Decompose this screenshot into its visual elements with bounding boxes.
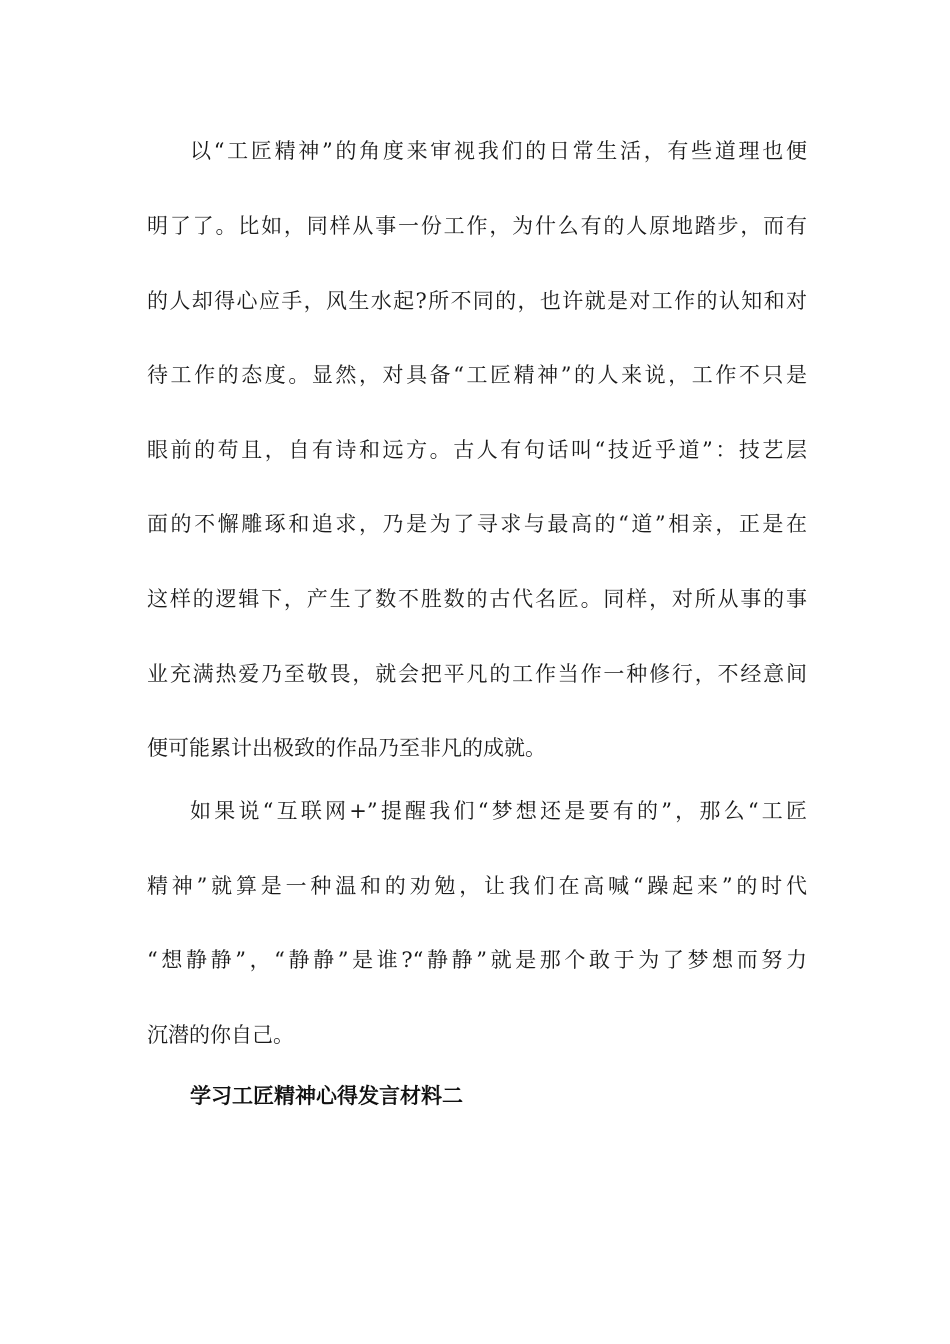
paragraph2-line-1: 如果说“互联网+”提醒我们“梦想还是要有的”，那么“工匠 bbox=[190, 799, 807, 823]
paragraph2-line-4: 沉潜的你自己。 bbox=[147, 1023, 294, 1047]
paragraph1-line-4: 待工作的态度。显然，对具备“工匠精神”的人来说，工作不只是 bbox=[147, 363, 807, 387]
paragraph1-line-5: 眼前的苟且，自有诗和远方。古人有句话叫“技近乎道”：技艺层 bbox=[147, 438, 807, 462]
paragraph1-line-3: 的人却得心应手，风生水起?所不同的，也许就是对工作的认知和对 bbox=[147, 289, 807, 313]
paragraph2-line-3: “想静静”，“静静”是谁?“静静”就是那个敢于为了梦想而努力 bbox=[147, 948, 807, 972]
paragraph1-line-2: 明了了。比如，同样从事一份工作，为什么有的人原地踏步，而有 bbox=[147, 214, 807, 238]
section-heading: 学习工匠精神心得发言材料二 bbox=[190, 1084, 463, 1108]
paragraph1-line-8: 业充满热爱乃至敬畏，就会把平凡的工作当作一种修行，不经意间 bbox=[147, 662, 807, 686]
paragraph1-line-6: 面的不懈雕琢和追求，乃是为了寻求与最高的“道”相亲，正是在 bbox=[147, 512, 807, 536]
paragraph2-line-2: 精神”就算是一种温和的劝勉，让我们在高喊“躁起来”的时代 bbox=[147, 874, 807, 898]
paragraph1-line-1: 以“工匠精神”的角度来审视我们的日常生活，有些道理也便 bbox=[190, 139, 807, 163]
paragraph1-line-9: 便可能累计出极致的作品乃至非凡的成就。 bbox=[147, 736, 546, 760]
paragraph1-line-7: 这样的逻辑下，产生了数不胜数的古代名匠。同样，对所从事的事 bbox=[147, 587, 807, 611]
